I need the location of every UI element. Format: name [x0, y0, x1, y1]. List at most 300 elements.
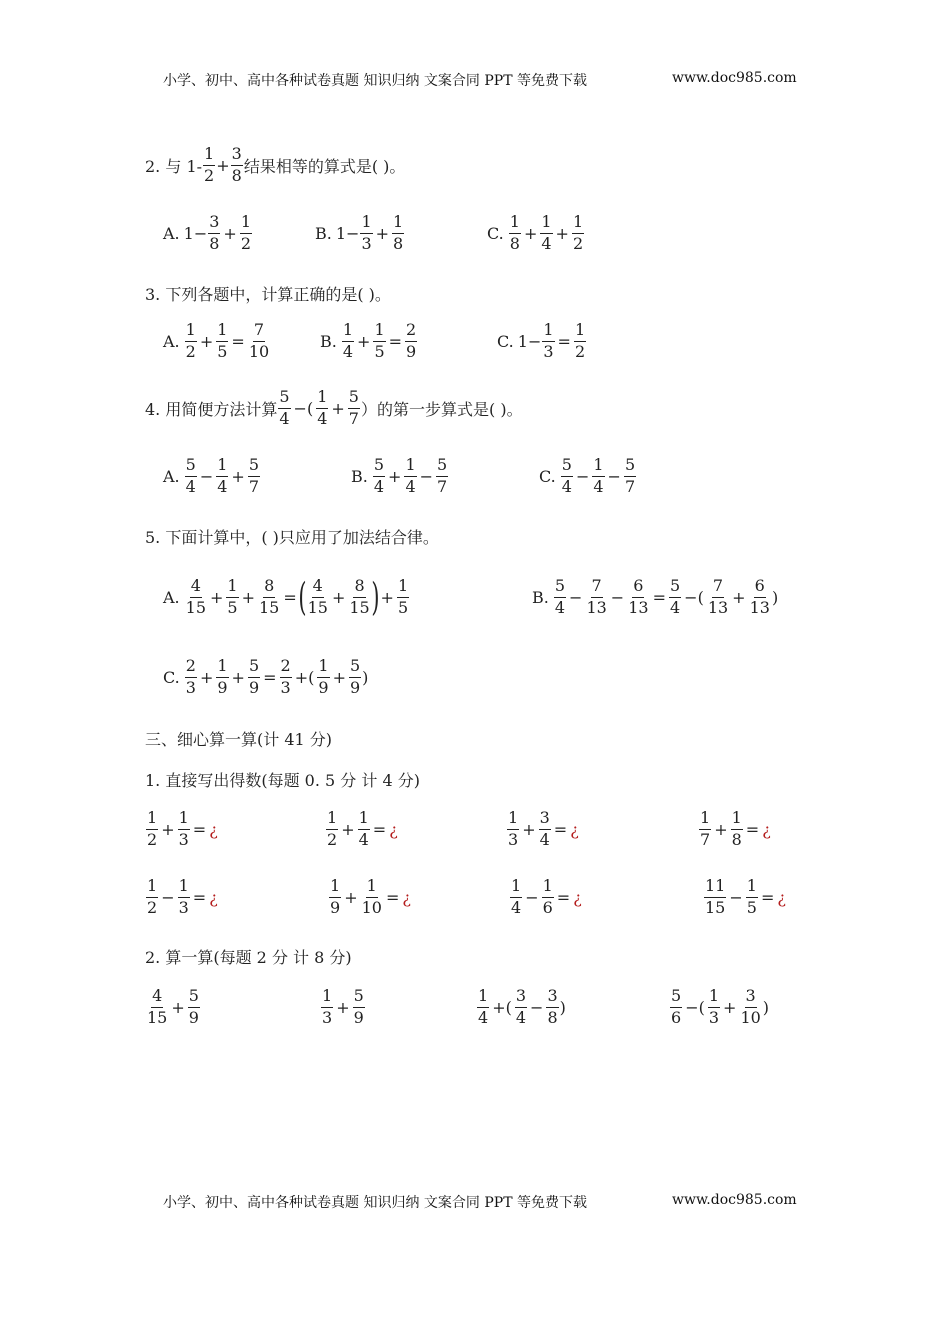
option-label: A. — [163, 587, 180, 607]
denominator: 7 — [348, 408, 359, 428]
denominator: 4 — [515, 1007, 527, 1027]
denominator: 13 — [586, 597, 607, 617]
fraction — [477, 988, 489, 1027]
numerator: 1 — [178, 878, 190, 898]
operator: + — [241, 587, 255, 607]
operator: +( — [492, 997, 512, 1017]
fraction — [280, 658, 292, 697]
fraction — [561, 457, 573, 496]
fraction — [509, 214, 521, 253]
fraction — [392, 214, 404, 253]
numerator: 1 — [185, 322, 197, 342]
fraction — [216, 457, 228, 496]
fraction — [185, 658, 197, 697]
numerator: 1 — [542, 878, 554, 898]
header-text: 小学、初中、高中各种试卷真题 知识归纳 文案合同 PPT 等免费下载 — [163, 73, 587, 89]
q4-option-a — [163, 457, 261, 496]
fraction — [231, 146, 243, 185]
denominator: 3 — [543, 341, 554, 361]
denominator: 9 — [188, 1007, 199, 1027]
fraction — [746, 878, 758, 917]
numerator: 5 — [373, 457, 385, 477]
denominator: 4 — [342, 341, 354, 361]
numerator: 2 — [405, 322, 417, 342]
q2-option-a: A. 1− $\frac{3}{8}$ + $\frac{1}{2}$ — [163, 212, 252, 253]
operator: − — [607, 466, 621, 486]
option-label: A. — [163, 223, 180, 243]
denominator: 15 — [259, 597, 280, 617]
fraction — [248, 658, 260, 697]
operator: − — [610, 587, 625, 607]
denominator: 8 — [509, 233, 520, 253]
operator: +( — [294, 667, 315, 687]
operator: = — [385, 887, 400, 907]
denominator: 6 — [542, 897, 553, 917]
denominator: 5 — [746, 897, 757, 917]
fraction — [708, 988, 720, 1027]
numerator: 1 — [477, 988, 489, 1008]
q2-prefix: 2. 与 1- — [145, 156, 203, 176]
denominator: 3 — [280, 677, 291, 697]
answer-mark: ¿ — [402, 887, 411, 907]
denominator: 4 — [317, 408, 328, 428]
denominator: 13 — [707, 597, 729, 617]
numerator: 5 — [348, 389, 360, 409]
denominator: 3 — [508, 829, 519, 849]
fraction — [539, 810, 551, 849]
denominator: 5 — [217, 341, 228, 361]
denominator: 2 — [204, 165, 215, 185]
calc-item — [145, 878, 218, 917]
fraction — [542, 322, 554, 361]
fraction — [240, 214, 252, 253]
numerator: 11 — [704, 878, 726, 898]
numerator: 5 — [188, 988, 200, 1008]
fraction — [404, 457, 416, 496]
numerator: 3 — [546, 988, 558, 1008]
denominator: 4 — [405, 476, 416, 496]
fraction — [348, 578, 370, 617]
fraction — [316, 389, 328, 428]
numerator: 2 — [185, 658, 197, 678]
denominator: 7 — [437, 476, 448, 496]
calc-expression: $\frac{5}{6}$ −( $\frac{1}{3}$ + $\frac{3}{10}$ ) — [671, 986, 770, 1027]
operator: − — [525, 887, 539, 907]
operator: + — [714, 819, 728, 839]
fraction — [373, 457, 385, 496]
fraction — [348, 389, 360, 428]
operator: + — [199, 331, 214, 351]
numerator: 1 — [240, 214, 252, 234]
denominator: 4 — [539, 829, 550, 849]
operator: = — [760, 887, 775, 907]
operator: = — [652, 587, 666, 607]
numerator: 1 — [731, 810, 743, 830]
denominator: 10 — [361, 897, 382, 917]
option-label: B. — [320, 331, 337, 351]
denominator: 3 — [185, 677, 196, 697]
operator: = — [388, 331, 403, 351]
denominator: 8 — [547, 1007, 558, 1027]
answer-mark: ¿ — [570, 819, 579, 839]
fraction — [699, 810, 711, 849]
operator: + — [522, 819, 536, 839]
numerator: 1 — [708, 988, 720, 1008]
operator: − — [419, 466, 434, 486]
plus-sign: + — [216, 155, 230, 175]
numerator: 5 — [554, 578, 566, 598]
denominator: 2 — [185, 341, 196, 361]
answer-mark: ¿ — [209, 887, 218, 907]
operator: + — [388, 466, 402, 486]
fraction — [278, 389, 290, 428]
fraction — [669, 578, 681, 617]
numerator: 3 — [539, 810, 551, 830]
numerator: 1 — [540, 214, 552, 234]
denominator: 3 — [708, 1007, 720, 1027]
denominator: 2 — [147, 829, 158, 849]
denominator: 4 — [511, 897, 522, 917]
fraction — [216, 322, 228, 361]
denominator: 8 — [209, 233, 220, 253]
denominator: 4 — [373, 476, 385, 496]
option-label: A. — [163, 466, 180, 486]
fraction — [349, 658, 361, 697]
numerator: 1 — [509, 214, 521, 234]
fraction — [321, 988, 333, 1027]
fraction — [342, 322, 354, 361]
q5-option-b: B. $\frac{5}{4}$ − $\frac{7}{13}$ − $\frac{6}{13}$ = $\frac{5}{4}$ −( $\frac{7}{13}$ + $\frac{6}{13}$ ) — [532, 576, 779, 617]
numerator: 1 — [178, 810, 190, 830]
fraction — [146, 988, 168, 1027]
q2-suffix: 结果相等的算式是( )。 — [243, 156, 406, 176]
fraction — [405, 322, 417, 361]
numerator: 1 — [507, 810, 519, 830]
numerator: 1 — [216, 457, 228, 477]
numerator: 1 — [510, 878, 522, 898]
denominator: 2 — [147, 897, 158, 917]
fraction — [624, 457, 636, 496]
operator: − — [729, 887, 743, 907]
answer-mark: ¿ — [777, 887, 786, 907]
page-footer — [163, 1192, 587, 1212]
operator: + — [231, 667, 245, 687]
fraction — [574, 322, 586, 361]
numerator: 1 — [216, 322, 228, 342]
answer-mark: ¿ — [209, 819, 218, 839]
denominator: 4 — [185, 476, 196, 496]
operator: = — [557, 331, 571, 351]
denominator: 7 — [700, 829, 711, 849]
denominator: 5 — [227, 597, 238, 617]
operator: = — [192, 887, 207, 907]
numerator: 4 — [151, 988, 163, 1008]
subsection-1-title: 1. 直接写出得数(每题 0. 5 分 计 4 分) — [145, 771, 420, 790]
numerator: 1 — [574, 322, 586, 342]
operator: + — [171, 997, 185, 1017]
operator: + — [357, 331, 371, 351]
operator: = — [283, 587, 297, 607]
denominator: 10 — [248, 341, 270, 361]
fraction — [178, 878, 190, 917]
option-label: A. — [163, 331, 180, 351]
numerator: 1 — [373, 322, 385, 342]
fraction — [572, 214, 584, 253]
calc-item — [328, 878, 411, 917]
fraction — [248, 457, 260, 496]
operator: −( — [684, 587, 704, 607]
fraction — [554, 578, 566, 617]
denominator: 4 — [669, 597, 681, 617]
operator: − — [575, 466, 590, 486]
numerator: 8 — [353, 578, 365, 598]
option-label: B. — [351, 466, 368, 486]
fraction — [248, 322, 270, 361]
denominator: 4 — [593, 476, 604, 496]
operator: = — [231, 331, 245, 351]
denominator: 15 — [185, 597, 206, 617]
numerator: 1 — [366, 878, 378, 898]
denominator: 4 — [279, 408, 290, 428]
numerator: 6 — [632, 578, 644, 598]
numerator: 1 — [397, 578, 409, 598]
fraction — [208, 214, 220, 253]
option-label: B. — [315, 223, 332, 243]
numerator: 6 — [754, 578, 766, 598]
fraction — [146, 878, 158, 917]
fraction — [185, 578, 207, 617]
fraction — [358, 810, 370, 849]
numerator: 3 — [231, 146, 243, 166]
option-label: C. — [487, 223, 504, 243]
fraction — [731, 810, 743, 849]
option-label: C. — [539, 466, 556, 486]
answer-mark: ¿ — [389, 819, 398, 839]
fraction — [670, 988, 682, 1027]
numerator: 1 — [321, 988, 333, 1008]
fraction — [361, 878, 383, 917]
numerator: 1 — [746, 878, 758, 898]
answer-mark: ¿ — [573, 887, 582, 907]
q5-option-a — [163, 575, 410, 620]
denominator: 9 — [406, 341, 417, 361]
fraction — [203, 146, 215, 185]
fraction — [585, 578, 607, 617]
operator: ( — [298, 575, 307, 620]
denominator: 4 — [541, 233, 552, 253]
denominator: 5 — [374, 341, 385, 361]
calc-expression: $\frac{1}{4}$ +( $\frac{3}{4}$ − $\frac{3}{8}$ ) — [478, 986, 566, 1027]
numerator: 1 — [404, 457, 416, 477]
numerator: 5 — [349, 658, 361, 678]
denominator: 2 — [240, 233, 252, 253]
denominator: 6 — [671, 1007, 682, 1027]
fraction — [307, 578, 329, 617]
denominator: 5 — [397, 597, 409, 617]
calc-item — [703, 878, 786, 917]
denominator: 7 — [248, 476, 260, 496]
numerator: 1 — [146, 878, 158, 898]
denominator: 4 — [358, 829, 369, 849]
q5-option-c: C. $\frac{2}{3}$ + $\frac{1}{9}$ + $\frac{5}{9}$ = $\frac{2}{3}$ +( $\frac{1}{9}$ + $\frac{5}{9}$ ) — [163, 656, 369, 697]
fraction — [373, 322, 385, 361]
denominator: 4 — [561, 476, 572, 496]
denominator: 9 — [349, 677, 361, 697]
denominator: 15 — [307, 597, 328, 617]
operator: + — [199, 667, 214, 687]
numerator: 1 — [572, 214, 584, 234]
fraction — [546, 988, 558, 1027]
fraction — [704, 878, 726, 917]
denominator: 7 — [624, 476, 636, 496]
fraction — [627, 578, 649, 617]
denominator: 9 — [318, 677, 329, 697]
answer-mark: ¿ — [762, 819, 771, 839]
numerator: 1 — [542, 322, 554, 342]
q3-option-c: C. 1− $\frac{1}{3}$ = $\frac{1}{2}$ — [497, 320, 586, 361]
fraction — [226, 578, 238, 617]
numerator: 5 — [185, 457, 197, 477]
q4-option-c — [539, 457, 637, 496]
operator: + — [380, 587, 394, 607]
operator: = — [372, 819, 387, 839]
fraction — [185, 457, 197, 496]
section-3-title: 三、细心算一算(计 41 分) — [145, 730, 333, 749]
numerator: 5 — [353, 988, 365, 1008]
calc-item — [506, 810, 579, 849]
denominator: 2 — [572, 233, 584, 253]
fraction — [326, 810, 338, 849]
operator: + — [331, 398, 345, 418]
operator: + — [223, 223, 237, 243]
denominator: 2 — [574, 341, 586, 361]
numerator: 1 — [342, 322, 354, 342]
q4-option-b — [351, 457, 449, 496]
q3-option-b — [320, 322, 418, 361]
fraction — [739, 988, 761, 1027]
operator: = — [556, 887, 571, 907]
numerator: 1 — [699, 810, 711, 830]
operator: + — [341, 819, 355, 839]
numerator: 4 — [312, 578, 324, 598]
numerator: 1 — [317, 658, 329, 678]
question-5: 5. 下面计算中，( )只应用了加法结合律。 — [145, 528, 439, 547]
operator: + — [523, 223, 538, 243]
operator: + — [344, 887, 358, 907]
numerator: 5 — [248, 658, 260, 678]
numerator: 1 — [226, 578, 238, 598]
numerator: 2 — [280, 658, 292, 678]
fraction — [749, 578, 771, 617]
numerator: 5 — [669, 578, 681, 598]
fraction — [397, 578, 409, 617]
operator: + — [332, 667, 346, 687]
operator: + — [161, 819, 175, 839]
option-label: B. — [532, 587, 549, 607]
operator: ) — [371, 575, 380, 620]
question-3: 3. 下列各题中，计算正确的是( )。 — [145, 285, 391, 304]
calc-expression — [320, 988, 366, 1027]
operator: − — [569, 587, 583, 607]
numerator: 5 — [670, 988, 682, 1008]
fraction — [188, 988, 200, 1027]
fraction — [707, 578, 729, 617]
q2-option-c — [487, 214, 585, 253]
numerator: 7 — [591, 578, 603, 598]
fraction — [185, 322, 197, 361]
numerator: 1 — [592, 457, 604, 477]
q2-option-b: B. 1− $\frac{1}{3}$ + $\frac{1}{8}$ — [315, 212, 404, 253]
calc-item — [325, 810, 398, 849]
numerator: 1 — [329, 878, 341, 898]
numerator: 1 — [358, 810, 370, 830]
numerator: 5 — [278, 389, 290, 409]
operator: + — [231, 466, 245, 486]
denominator: 10 — [740, 1007, 761, 1027]
denominator: 3 — [178, 897, 189, 917]
operator: + — [336, 997, 350, 1017]
operator: = — [745, 819, 760, 839]
operator: + — [555, 223, 569, 243]
operator: + — [210, 587, 224, 607]
operator: + — [732, 587, 746, 607]
denominator: 3 — [178, 829, 189, 849]
denominator: 9 — [248, 677, 260, 697]
option-label: C. — [163, 667, 180, 687]
numerator: 1 — [146, 810, 158, 830]
numerator: 5 — [436, 457, 448, 477]
operator: + — [375, 223, 390, 243]
fraction — [515, 988, 527, 1027]
denominator: 3 — [361, 233, 372, 253]
calc-item — [509, 878, 582, 917]
calc-expression — [145, 988, 201, 1027]
fraction — [178, 810, 190, 849]
numerator: 1 — [326, 810, 338, 830]
fraction — [507, 810, 519, 849]
denominator: 4 — [554, 597, 566, 617]
numerator: 3 — [745, 988, 757, 1008]
fraction — [258, 578, 280, 617]
denominator: 8 — [231, 165, 242, 185]
question-2 — [145, 146, 405, 185]
denominator: 9 — [353, 1007, 364, 1027]
denominator: 9 — [330, 897, 341, 917]
numerator: 5 — [561, 457, 573, 477]
denominator: 15 — [147, 1007, 168, 1027]
denominator: 15 — [705, 897, 726, 917]
operator: −( — [685, 997, 705, 1017]
numerator: 1 — [360, 214, 372, 234]
operator: + — [723, 997, 737, 1017]
numerator: 5 — [248, 457, 260, 477]
calc-item — [698, 810, 771, 849]
operator: = — [263, 667, 277, 687]
denominator: 4 — [217, 476, 228, 496]
numerator: 8 — [263, 578, 275, 598]
denominator: 15 — [349, 597, 370, 617]
denominator: 13 — [749, 597, 770, 617]
fraction — [540, 214, 552, 253]
q3-option-a — [163, 322, 271, 361]
numerator: 1 — [203, 146, 215, 166]
subsection-2-title: 2. 算一算(每题 2 分 计 8 分) — [145, 948, 352, 967]
denominator: 13 — [628, 597, 649, 617]
fraction — [510, 878, 522, 917]
denominator: 9 — [217, 677, 228, 697]
numerator: 3 — [515, 988, 527, 1008]
fraction — [329, 878, 341, 917]
